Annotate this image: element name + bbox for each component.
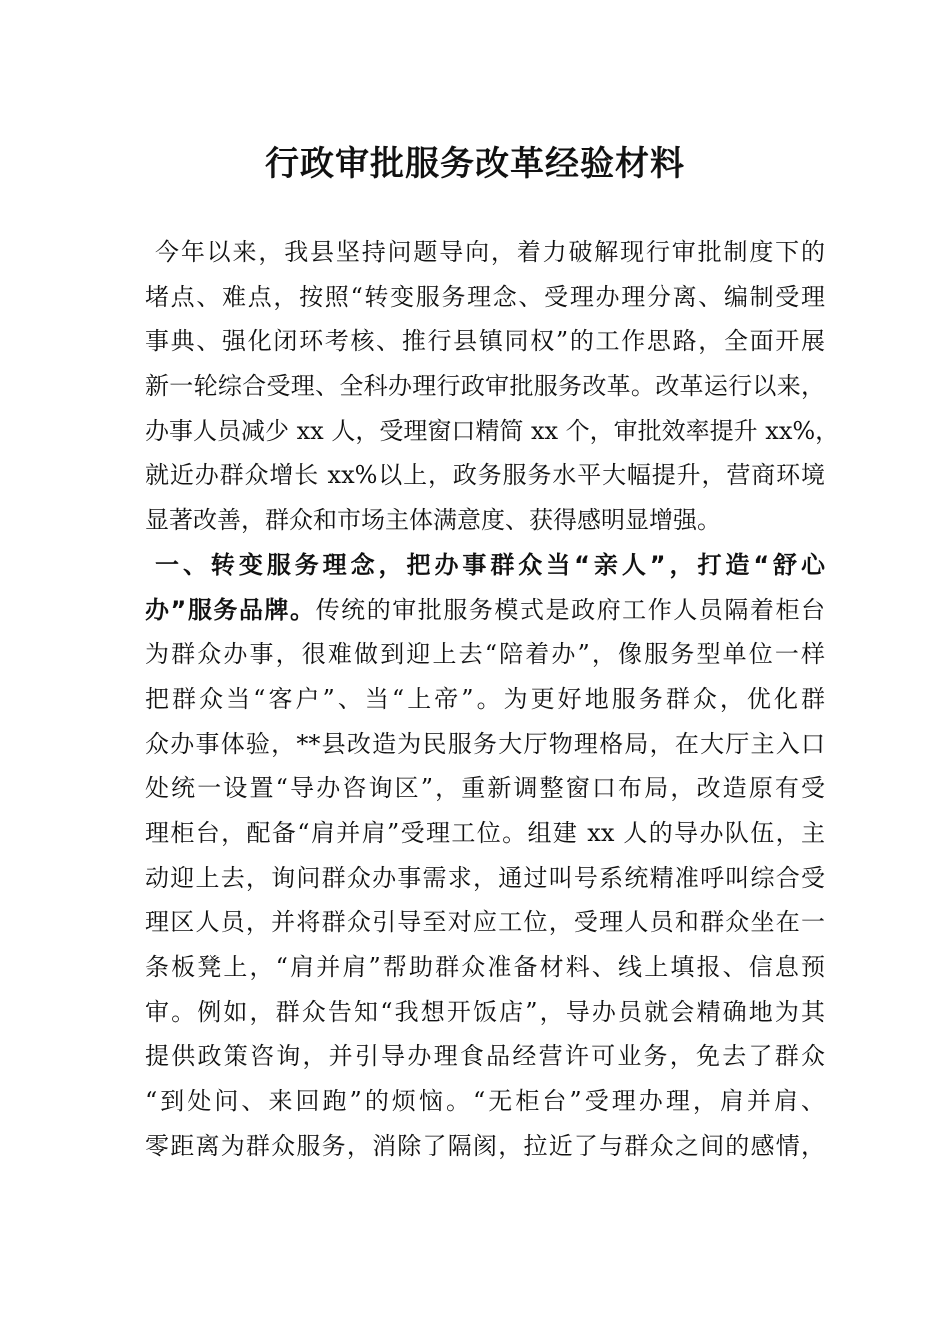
section-1-paragraph xyxy=(145,543,825,1169)
text-line: 审。例如，群众告知“我想开饭店”，导办员就会精确地为其 xyxy=(145,997,825,1026)
document-body xyxy=(145,230,840,1168)
text-line: “到处问、来回跑”的烦恼。“无柜台”受理办理，肩并肩、 xyxy=(145,1087,825,1116)
text-line: 事典、强化闭环考核、推行县镇同权”的工作思路，全面开展 xyxy=(145,327,825,356)
text-segment: 传统的审批服务模式是政府工作人员隔着柜台 xyxy=(315,595,825,624)
text-line: 提供政策咨询，并引导办理食品经营许可业务，免去了群众 xyxy=(145,1042,825,1071)
text-line: 为群众办事，很难做到迎上去“陪着办”，像服务型单位一样 xyxy=(145,640,825,669)
text-line: 显著改善，群众和市场主体满意度、获得感明显增强。 xyxy=(145,506,721,535)
text-line xyxy=(145,588,825,633)
text-line: 条板凳上，“肩并肩”帮助群众准备材料、线上填报、信息预 xyxy=(145,953,825,981)
section-heading-end: 办”服务品牌。 xyxy=(145,595,316,624)
text-line: 零距离为群众服务，消除了隔阂，拉近了与群众之间的感情， xyxy=(145,1131,825,1160)
text-line: 新一轮综合受理、全科办理行政审批服务改革。改革运行以来， xyxy=(145,372,825,401)
text-line: 处统一设置“导办咨询区”，重新调整窗口布局，改造原有受 xyxy=(145,774,825,803)
text-line: 办事人员减少 xx 人，受理窗口精简 xx 个，审批效率提升 xx%， xyxy=(145,416,840,445)
text-line: 就近办群众增长 xx%以上，政务服务水平大幅提升，营商环境 xyxy=(145,461,825,490)
text-line: 动迎上去，询问群众办事需求，通过叫号系统精准呼叫综合受 xyxy=(145,863,825,892)
text-line: 把群众当“客户”、当“上帝”。为更好地服务群众，优化群 xyxy=(145,684,825,713)
text-line: 堵点、难点，按照“转变服务理念、受理办理分离、编制受理 xyxy=(145,282,825,311)
text-line: 众办事体验，**县改造为民服务大厅物理格局，在大厅主入口 xyxy=(145,729,825,758)
section-heading: 一、转变服务理念，把办事群众当“亲人”，打造“舒心 xyxy=(155,550,825,579)
text-line: 今年以来，我县坚持问题导向，着力破解现行审批制度下的 xyxy=(155,238,825,266)
intro-paragraph xyxy=(145,230,840,543)
document-title: 行政审批服务改革经验材料 xyxy=(265,144,685,184)
text-line: 理区人员，并将群众引导至对应工位，受理人员和群众坐在一 xyxy=(145,908,825,937)
text-line: 理柜台，配备“肩并肩”受理工位。组建 xx 人的导办队伍，主 xyxy=(145,818,825,847)
